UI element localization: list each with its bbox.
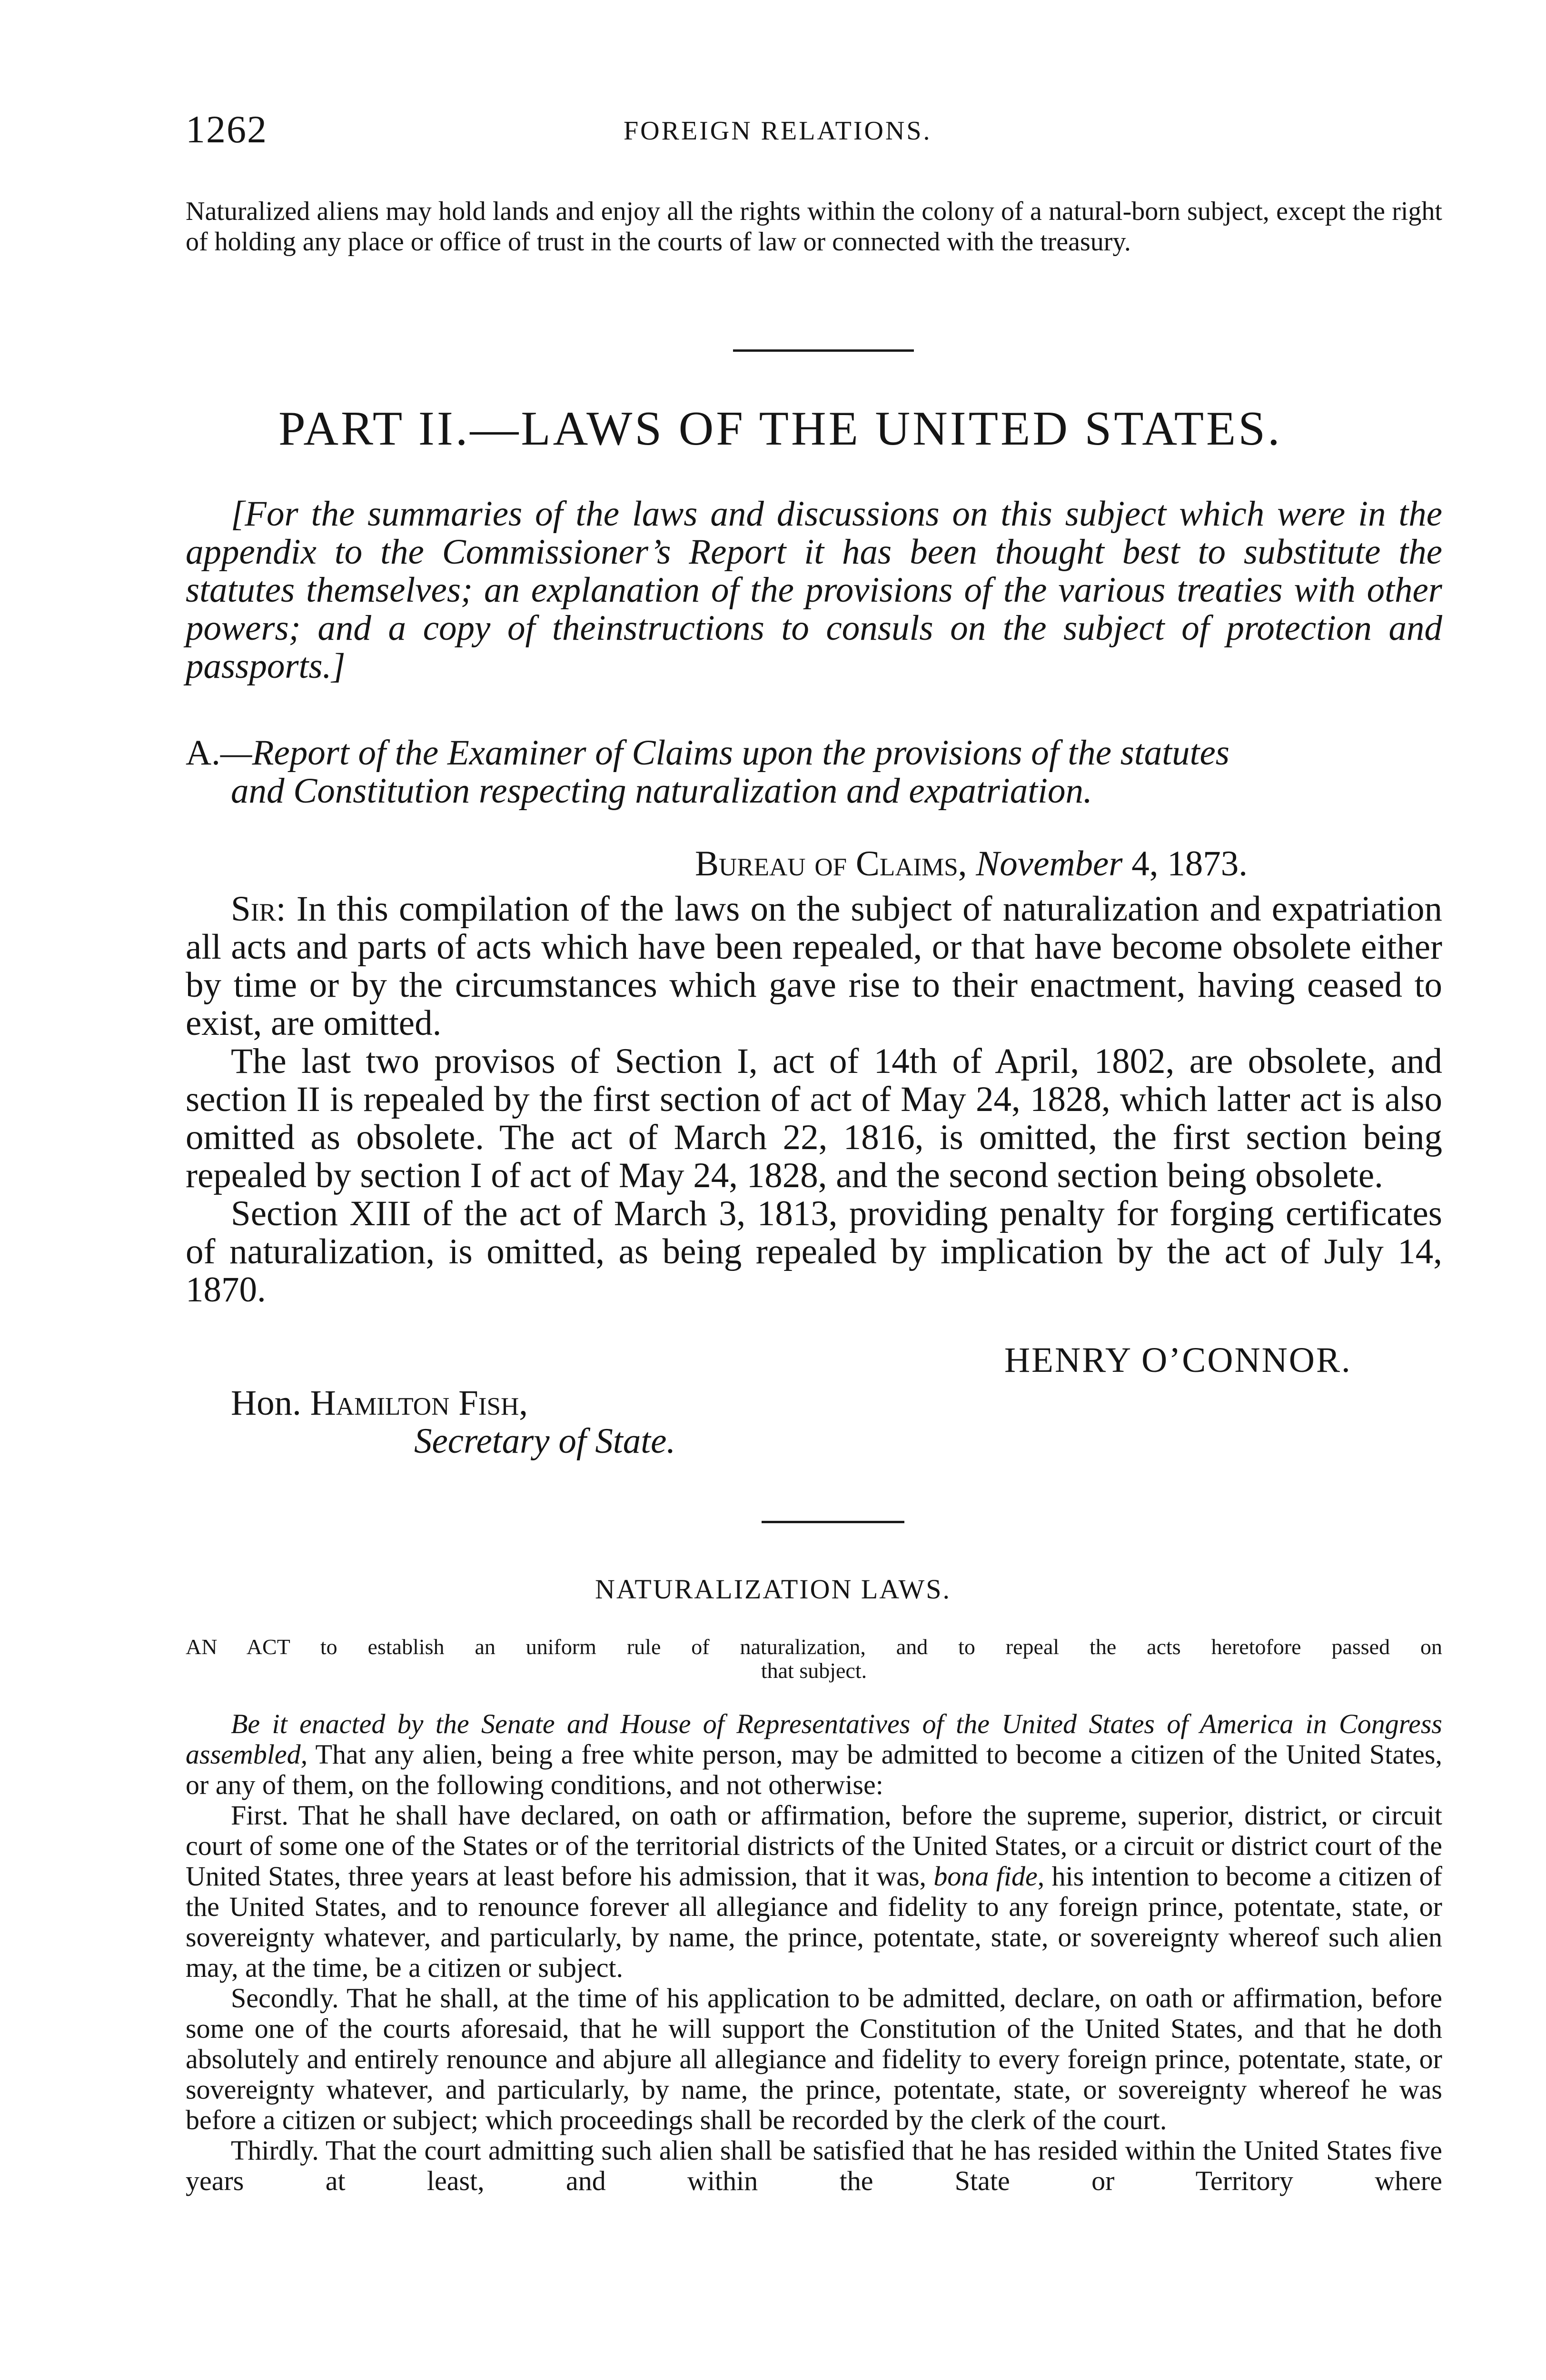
dateline-month: November [976,844,1123,883]
page-number: 1262 [186,108,268,151]
addressee-prefix: Hon. [231,1383,301,1423]
enacting-clause-italic: Be it enacted by the Senate and House of Representatives of the United States of America in Congress assembled, [186,1708,1442,1770]
section-a-title-line2: and Constitution respecting naturalization and expatriation. [231,771,1092,811]
running-title: FOREIGN RELATIONS. [624,116,932,146]
section-a-heading [186,734,1442,810]
addressee-name: Hamilton Fish, [310,1383,528,1423]
addressee [231,1383,528,1424]
act-title [186,1635,1442,1683]
laws-heading: NATURALIZATION LAWS. [595,1574,951,1605]
addressee-title: Secretary of State. [414,1421,676,1461]
letter-salutation: Sir [231,889,276,929]
condition-first [186,1800,1442,1983]
act-text [186,1709,1442,2196]
section-a-title-line1: —Report of the Examiner of Claims upon the provisions of the statutes [220,733,1229,773]
letter-paragraph: Section XIII of the act of March 3, 1813, providing penalty for forging certificates of naturalization, is omitted, as being repealed by implication by the act of July 14, 1870. [186,1194,1442,1309]
part-heading: PART II.—LAWS OF THE UNITED STATES. [278,402,1282,456]
letter-paragraph: The last two provisos of Section I, act of 14th of April, 1802, are obsolete, and section II is repealed by the first section of act of May 24, 1828, which latter act is also omitted as obsolete. The act of March 22, 1816, is omitted, the first section being repealed by section I of act of May 24, 1828, and the second section being obsolete. [186,1041,1442,1195]
act-title-line2: that subject. [761,1658,867,1683]
letter-body [186,890,1442,1309]
condition-first-text: First. That he shall have declared, on oath or affirmation, before the supreme, superior, district, or circuit court of some one of the States or of the territorial districts of the United States, or a circuit or district court of the United States, three years at least before his admission, that it was, [186,1800,1442,1892]
intro-paragraph: Naturalized aliens may hold lands and enjoy all the rights within the colony of a natural-born subject, except the right of holding any place or office of trust in the courts of law or connected with the treasury. [186,197,1442,257]
section-a-label: A. [186,733,220,773]
condition-first-text-rest: , his intention to become a citizen of the United States, and to renounce forever all allegiance and fidelity to any foreign prince, potentate, state, or sovereignty whatever, and particularly, by name, the prince, potentate, state, or sovereignty whereof such alien may, at the time, be a citizen or subject. [186,1861,1442,1983]
condition-third: Thirdly. That the court admitting such alien shall be satisfied that he has resided within the United States five years at least, and within the State or Territory where [186,2135,1442,2196]
dateline-bureau: Bureau of Claims [695,844,958,883]
act-title-line1: AN ACT to establish an uniform rule of naturalization, and to repeal the acts heretofore passed on [186,1635,1442,1659]
enacting-clause [186,1709,1442,1800]
editor-note-text: [For the summaries of the laws and discussions on this subject which were in the appendix to the Commissioner’s Report it has been thought best to substitute the statutes themselves; an explanation of the provisions of the various treaties with other powers; and a copy of theinstructions to consuls on the subject of protection and passports.] [186,494,1442,686]
dateline: Bureau of Claims, November 4, 1873. [695,844,1248,883]
letter-paragraph-1-text: : In this compilation of the laws on the subject of naturalization and expatriation all acts and parts of acts which have been repealed, or that have become obsolete either by time or by the circumstances which gave rise to their enactment, having ceased to exist, are omitted. [186,889,1442,1043]
bona-fide-term: bona fide [933,1861,1038,1892]
dateline-day-year: 4, 1873. [1131,844,1248,883]
section-divider [733,349,914,352]
editor-note [186,495,1442,685]
enacting-clause-text: That any alien, being a free white person, may be admitted to become a citizen of the United States, or any of them, on the following conditions, and not otherwise: [186,1739,1442,1800]
signature: HENRY O’CONNOR. [1004,1340,1352,1380]
condition-second: Secondly. That he shall, at the time of his application to be admitted, declare, on oath or affirmation, before some one of the courts aforesaid, that he will support the Constitution of the United States, and that he doth absolutely and entirely renounce and abjure all allegiance and fidelity to every foreign prince, potentate, state, or sovereignty whatever, and particularly, by name, the prince, potentate, state, or sovereignty whereof he was before a citizen or subject; which proceedings shall be recorded by the clerk of the court. [186,1983,1442,2135]
section-divider [762,1521,904,1523]
letter-paragraph [186,890,1442,1042]
